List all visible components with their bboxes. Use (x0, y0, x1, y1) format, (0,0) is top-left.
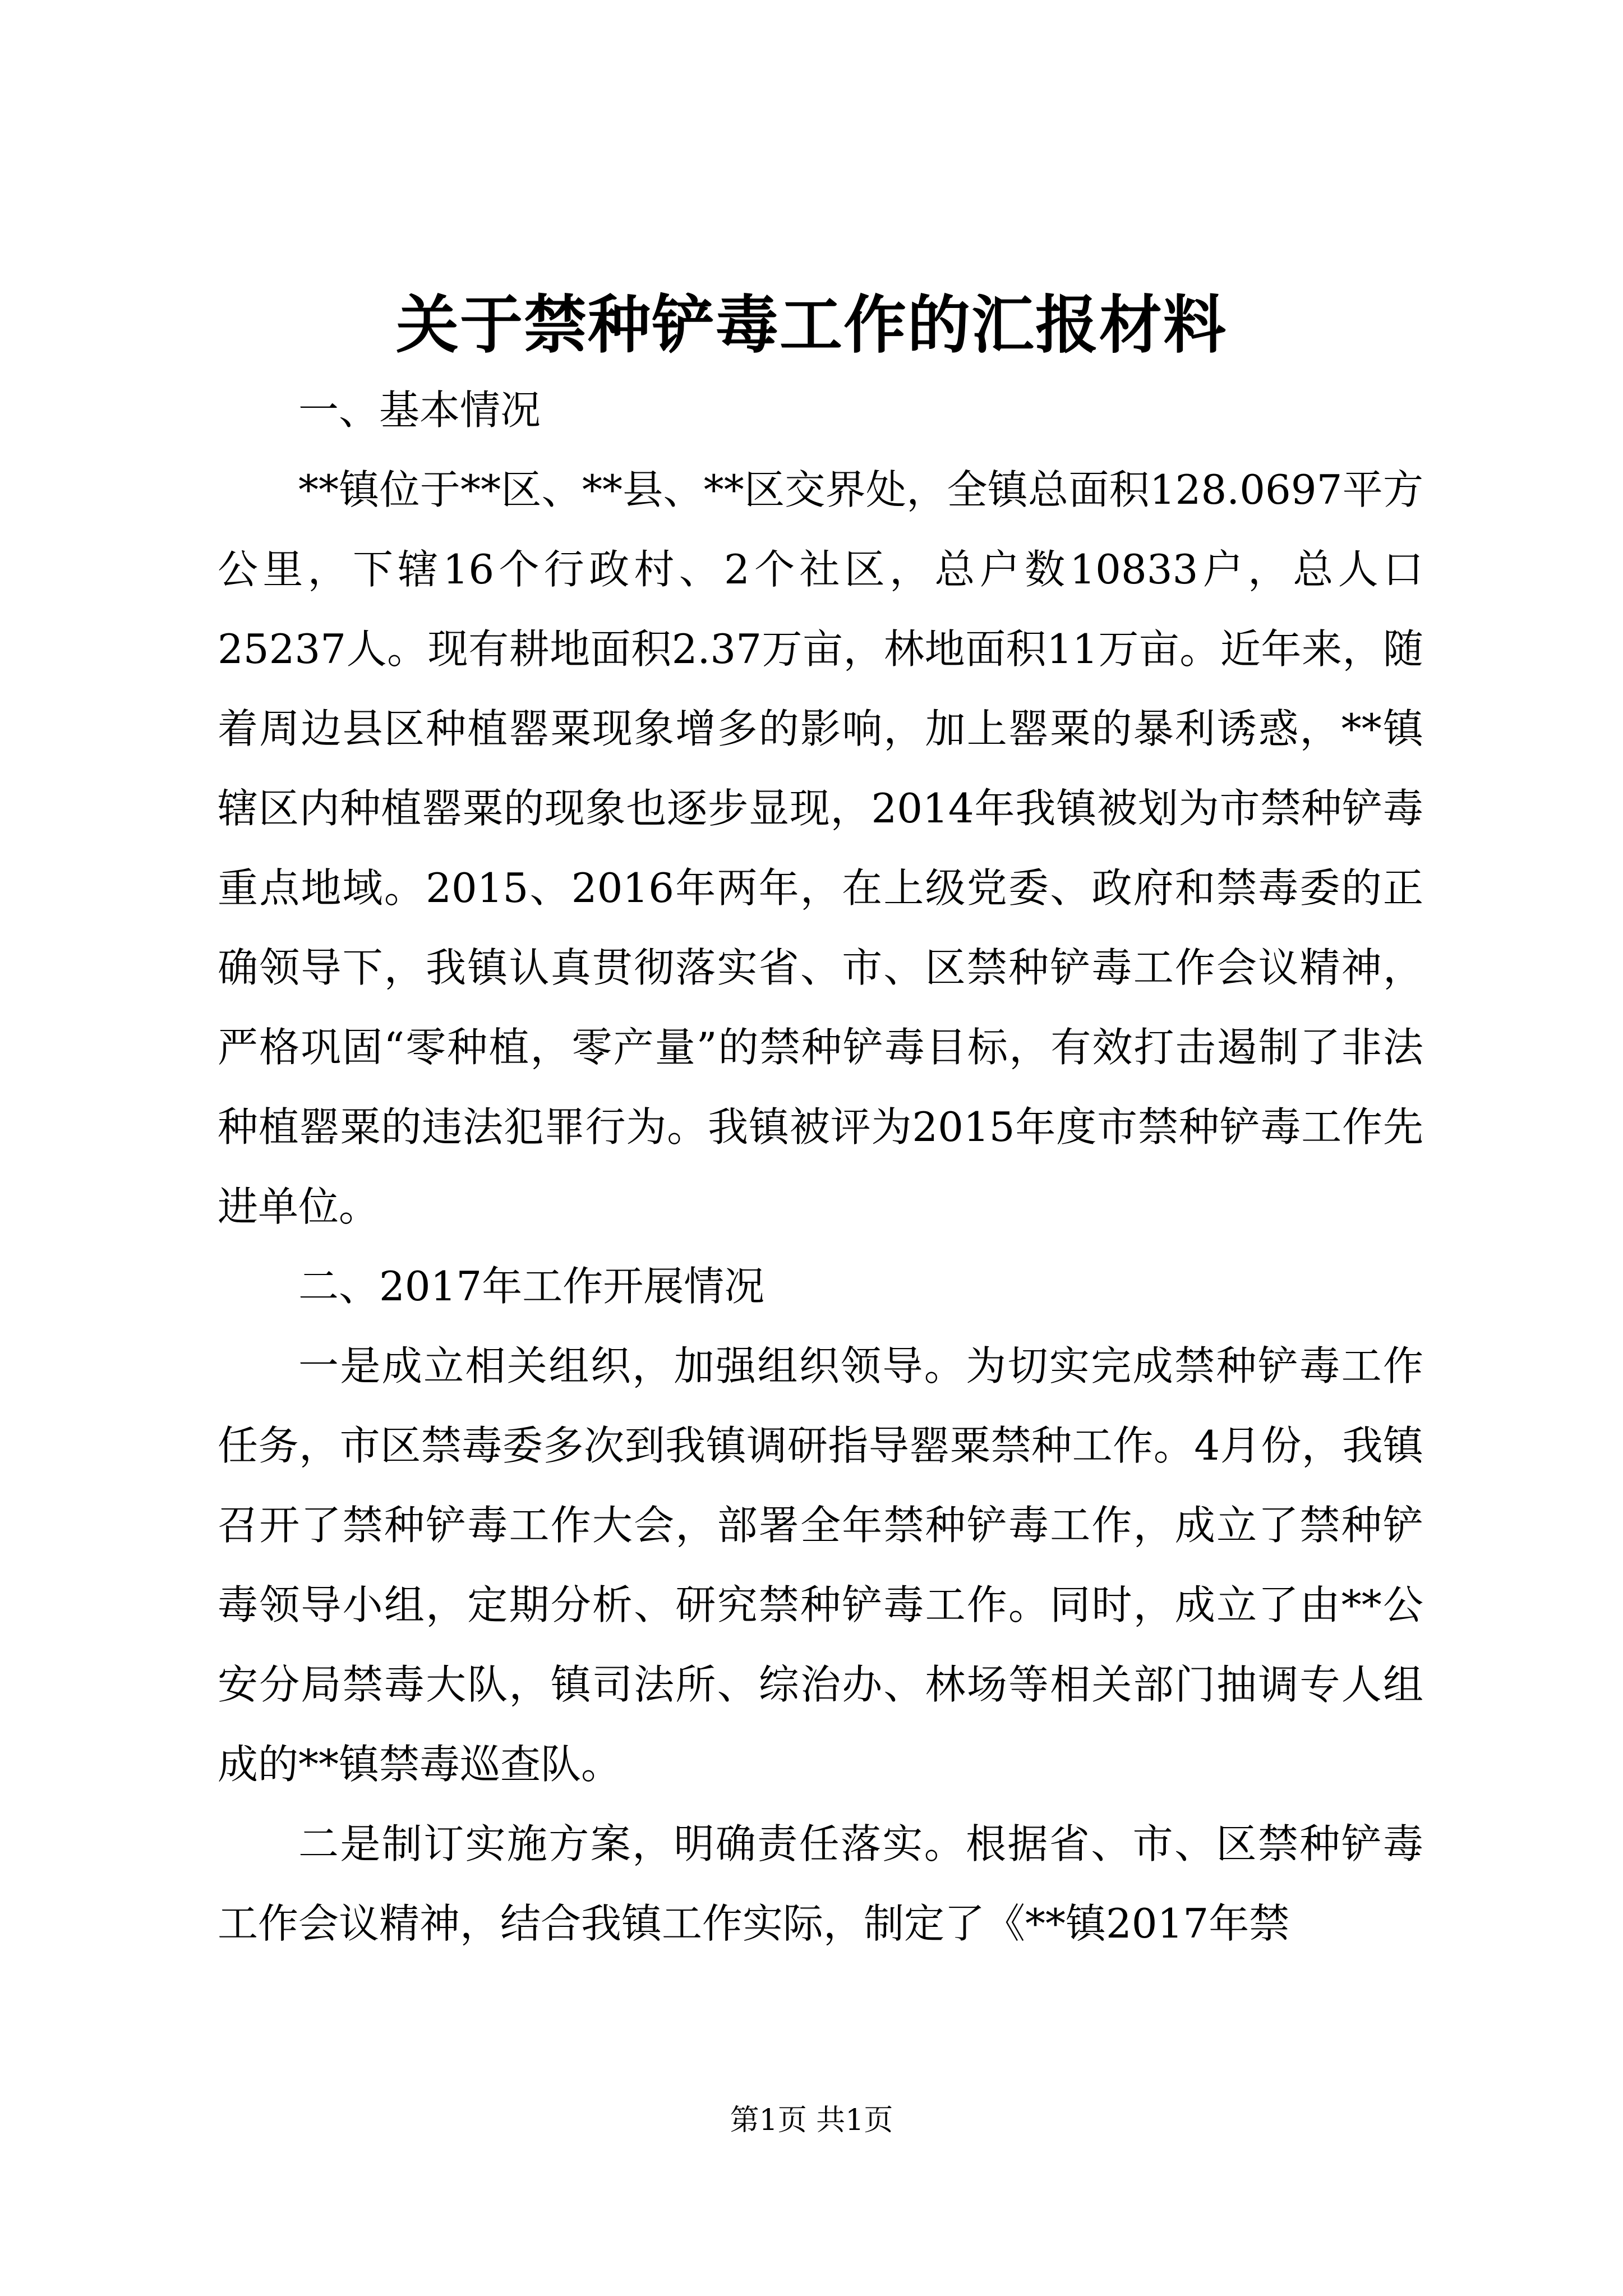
paragraph-implementation-plan: 二是制订实施方案，明确责任落实。根据省、市、区禁种铲毒工作会议精神，结合我镇工作实际，制定了《**镇2017年禁 (218, 1820, 1423, 1947)
page-footer: 第1页 共1页 (730, 2104, 893, 2137)
section-heading-2017-work: 二、2017年工作开展情况 (298, 1263, 765, 1310)
document-body (218, 370, 1423, 1963)
section-heading-basic-situation: 一、基本情况 (298, 386, 541, 434)
paragraph-basic-situation: **镇位于**区、**县、**区交界处，全镇总面积128.0697平方公里，下辖16个行政村、2个社区，总户数10833户，总人口25237人。现有耕地面积2.37万亩，林地面积11万亩。近年来，随着周边县区种植罂粟现象增多的影响，加上罂粟的暴利诱惑，**镇辖区内种植罂粟的现象也逐步显现，2014年我镇被划为市禁种铲毒重点地域。2015、2016年两年，在上级党委、政府和禁毒委的正确领导下，我镇认真贯彻落实省、市、区禁种铲毒工作会议精神，严格巩固“零种植，零产量”的禁种铲毒目标，有效打击遏制了非法种植罂粟的违法犯罪行为。我镇被评为2015年度市禁种铲毒工作先进单位。 (218, 466, 1423, 1230)
paragraph-organization: 一是成立相关组织，加强组织领导。为切实完成禁种铲毒工作任务，市区禁毒委多次到我镇调研指导罂粟禁种工作。4月份，我镇召开了禁种铲毒工作大会，部署全年禁种铲毒工作，成立了禁种铲毒领导小组，定期分析、研究禁种铲毒工作。同时，成立了由**公安分局禁毒大队，镇司法所、综治办、林场等相关部门抽调专人组成的**镇禁毒巡查队。 (218, 1342, 1423, 1788)
document-title: 关于禁种铲毒工作的汇报材料 (396, 288, 1227, 362)
